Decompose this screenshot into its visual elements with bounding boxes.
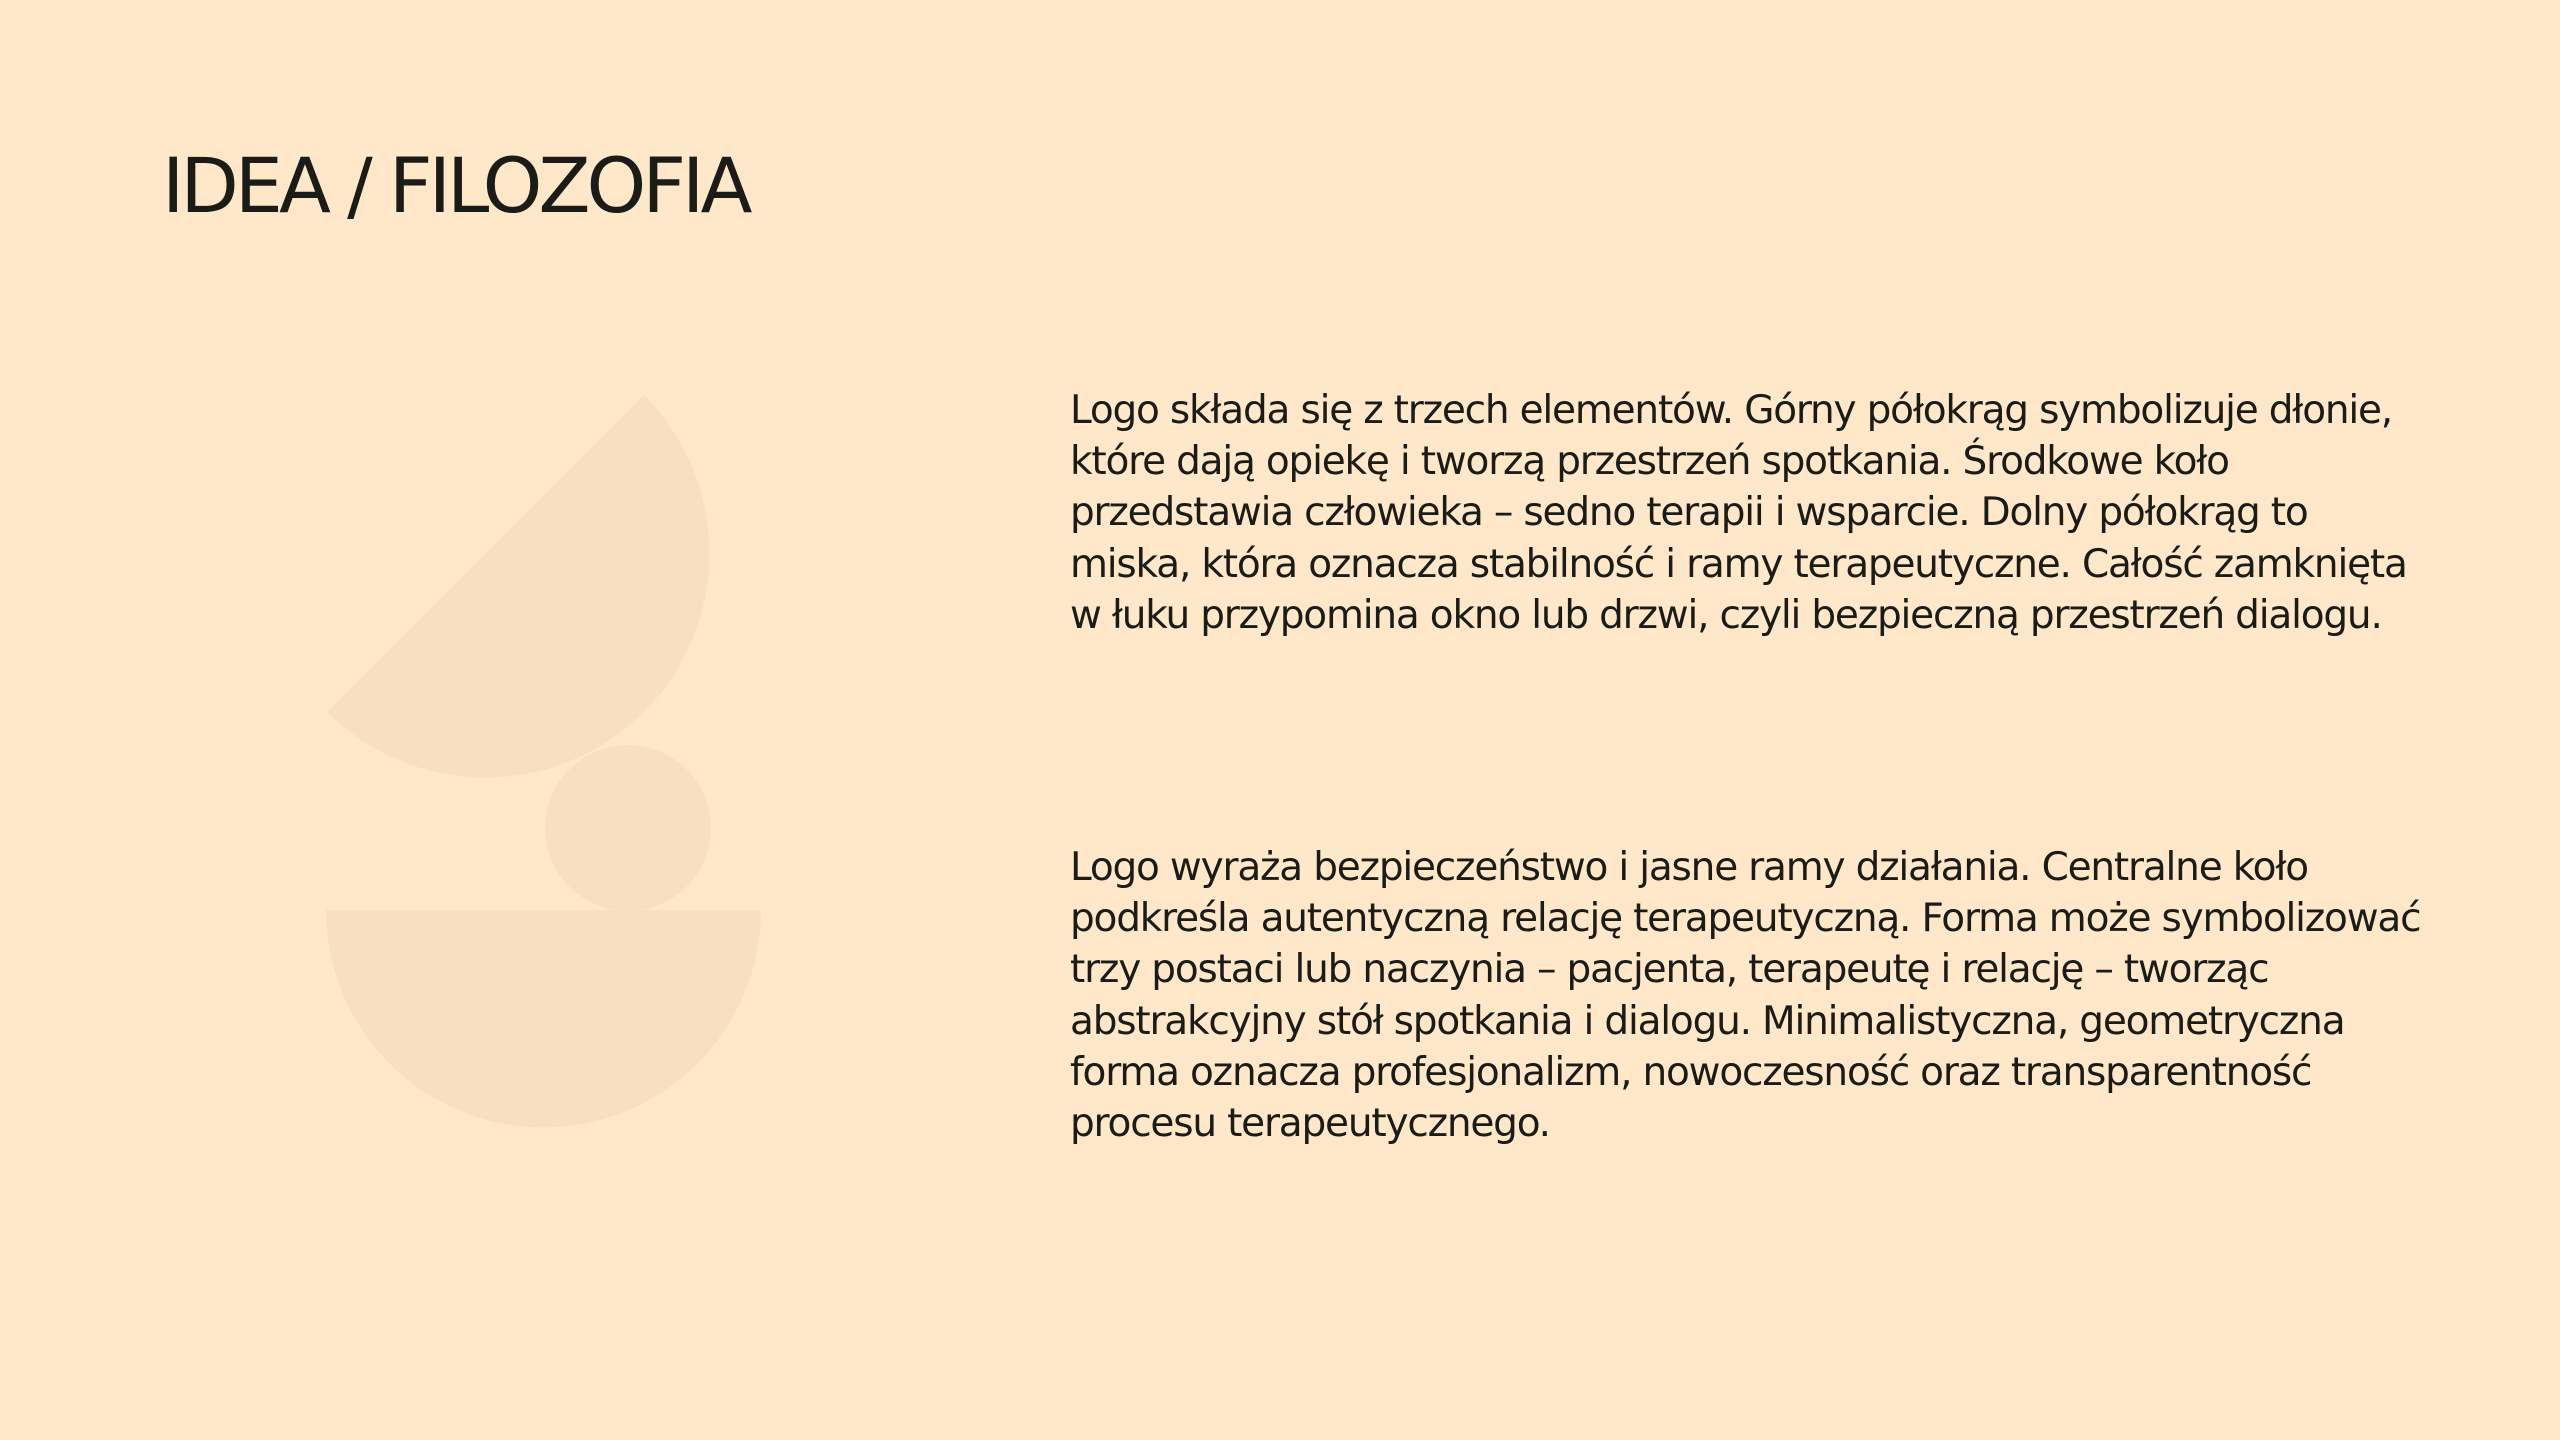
logo-top-semicircle <box>327 395 710 778</box>
page-title: IDEA / FILOZOFIA <box>162 141 749 230</box>
logo-mark <box>300 380 800 1140</box>
logo-middle-circle <box>545 745 711 911</box>
description-paragraph-2: Logo wyraża bezpieczeństwo i jasne ramy działania. Centralne koło podkreśla autentyczną relację terapeutyczną. Forma może symbolizować trzy postaci lub naczynia – pacjenta, terapeutę i relację – tworząc abstrakcyjny stół spotkania i dialogu. Minimalistyczna, geometryczna forma oznacza profesjonalizm, nowoczesność oraz transparentność procesu terapeutycznego. <box>1070 845 2421 1147</box>
description-paragraph-1: Logo składa się z trzech elementów. Górny półokrąg symbolizuje dłonie, które dają opiekę i tworzą przestrzeń spotkania. Środkowe koło przedstawia człowieka – sedno terapii i wsparcie. Dolny półokrąg to miska, która oznacza stabilność i ramy terapeutyczne. Całość zamknięta w łuku przypomina okno lub drzwi, czyli bezpieczną przestrzeń dialogu. <box>1070 388 2407 638</box>
logo-bottom-semicircle <box>326 910 761 1128</box>
